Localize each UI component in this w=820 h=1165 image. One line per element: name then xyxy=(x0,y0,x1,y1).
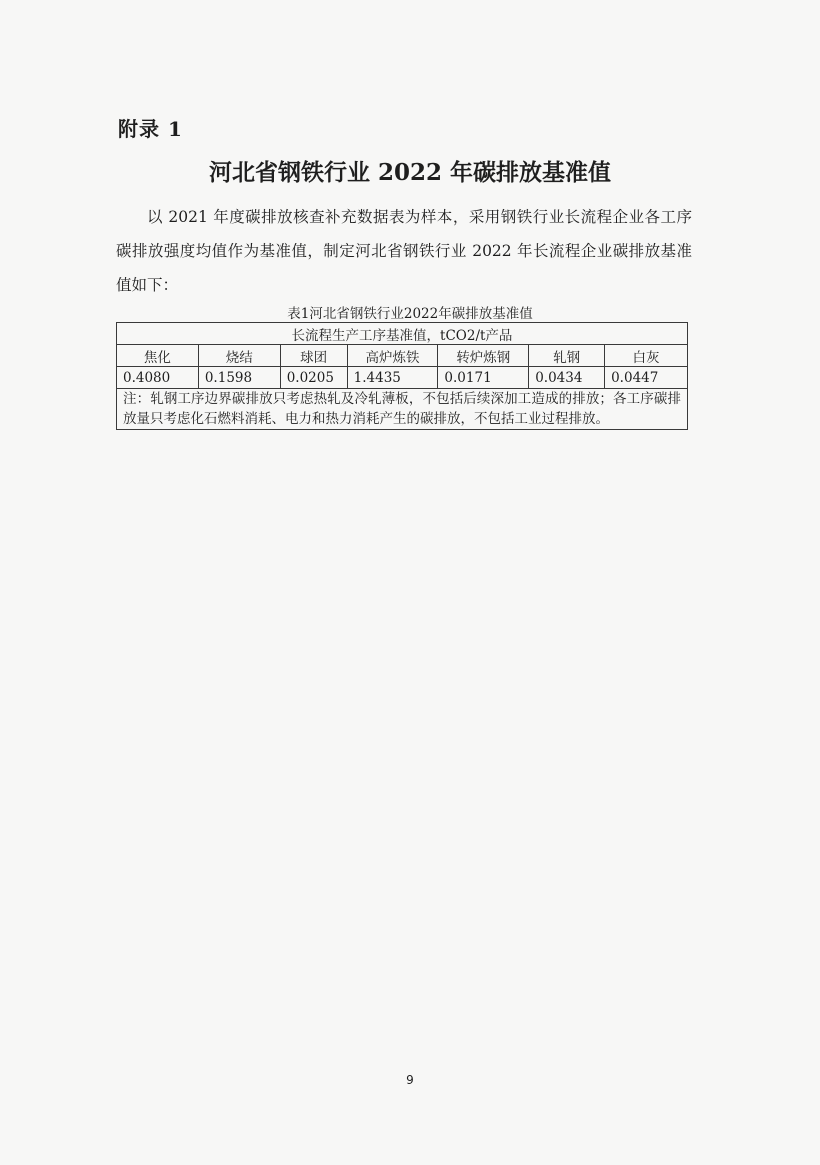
table-cell: 0.0447 xyxy=(605,367,688,389)
column-header: 轧钢 xyxy=(529,345,605,367)
table-cell: 1.4435 xyxy=(347,367,438,389)
column-header: 转炉炼钢 xyxy=(438,345,529,367)
document-title: 河北省钢铁行业 2022 年碳排放基准值 xyxy=(208,159,612,186)
page-number: 9 xyxy=(406,1073,414,1087)
intro-paragraph: 以 2021 年度碳排放核查补充数据表为样本，采用钢铁行业长流程企业各工序碳排放强度均值作为基准值，制定河北省钢铁行业 2022 年长流程企业碳排放基准值如下： xyxy=(116,208,692,294)
table-cell: 0.0171 xyxy=(438,367,529,389)
table-cell: 0.0205 xyxy=(280,367,347,389)
table-column-row xyxy=(117,345,688,367)
table-cell: 0.1598 xyxy=(198,367,280,389)
table-cell: 0.4080 xyxy=(117,367,199,389)
table-row xyxy=(117,367,688,389)
column-header: 焦化 xyxy=(117,345,199,367)
table-header: 长流程生产工序基准值，tCO2/t产品 xyxy=(117,323,688,345)
table-note-row xyxy=(117,389,688,430)
column-header: 烧结 xyxy=(198,345,280,367)
column-header: 白灰 xyxy=(605,345,688,367)
column-header: 球团 xyxy=(280,345,347,367)
benchmark-table xyxy=(116,322,688,430)
table-cell: 0.0434 xyxy=(529,367,605,389)
appendix-label: 附录 1 xyxy=(118,117,183,141)
table-caption: 表1河北省钢铁行业2022年碳排放基准值 xyxy=(287,306,533,322)
column-header: 高炉炼铁 xyxy=(347,345,438,367)
table-note: 注：轧钢工序边界碳排放只考虑热轧及冷轧薄板，不包括后续深加工造成的排放；各工序碳排放量只考虑化石燃料消耗、电力和热力消耗产生的碳排放，不包括工业过程排放。 xyxy=(117,389,688,430)
table-header-row xyxy=(117,323,688,345)
